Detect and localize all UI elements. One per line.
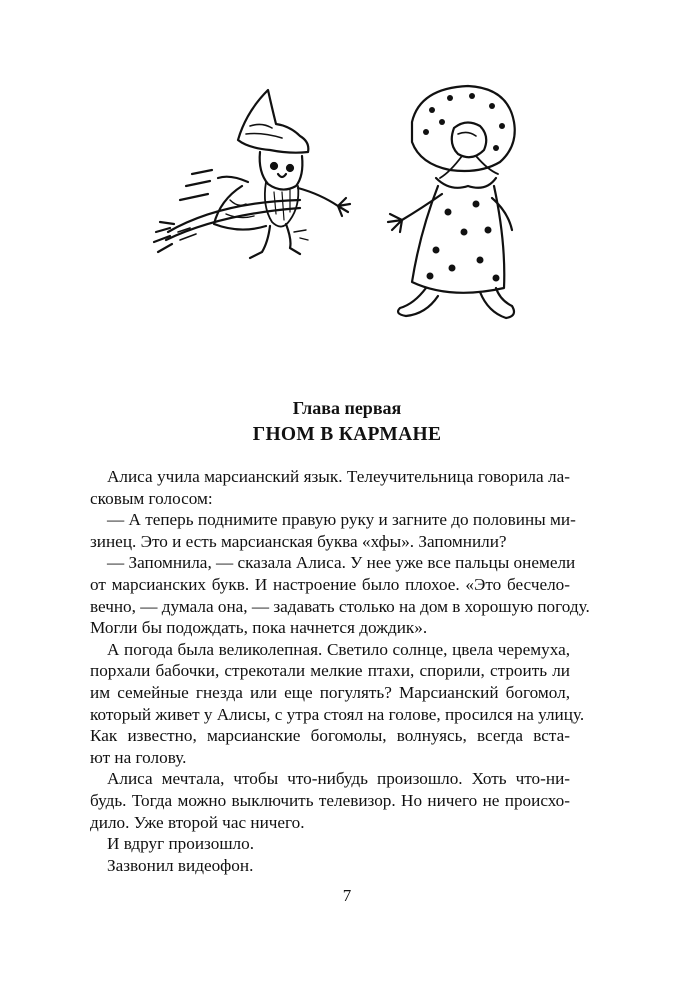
text-line: — А теперь поднимите правую руку и загните до половины ми- [107, 510, 576, 530]
body-text [90, 466, 590, 876]
text-line: Как известно, марсианские богомолы, волнуясь, всегда вста- [90, 726, 570, 746]
text-line: сковым голосом: [90, 488, 213, 508]
text-line: им семейные гнезда или еще погулять? Марсианский богомол, [90, 682, 570, 702]
text-line: ют на голову. [90, 747, 187, 767]
text-line: — Запомнила, — сказала Алиса. У нее уже все пальцы онемели [107, 553, 576, 573]
text-line: зинец. Это и есть марсианская буква «хфы». Запомнили? [90, 531, 507, 551]
chapter-illustration [150, 82, 550, 362]
text-line: И вдруг произошло. [107, 834, 255, 854]
text-line: Могли бы подождать, пока начнется дождик». [90, 618, 428, 638]
text-line: вечно, — думала она, — задавать столько на дом в хорошую погоду. [90, 596, 590, 616]
text-line: от марсианских букв. И настроение было плохое. «Это бесчело- [90, 574, 570, 594]
text-line: Алиса учила марсианский язык. Телеучительница говорила ла- [107, 467, 570, 486]
girl-in-sunhat-drawing [388, 86, 515, 318]
chapter-label: Глава первая [292, 398, 402, 418]
text-line: А погода была великолепная. Светило солнце, цвела черемуха, [107, 639, 570, 659]
page-number: 7 [342, 886, 352, 905]
chapter-title: ГНОМ В КАРМАНЕ [252, 424, 442, 445]
text-line: Алиса мечтала, чтобы что-нибудь произошло. Хоть что-ни- [107, 769, 570, 789]
text-line: будь. Тогда можно выключить телевизор. Но ничего не происхо- [90, 790, 570, 810]
gnome-on-broom-drawing [154, 90, 350, 258]
text-line: который живет у Алисы, с утра стоял на голове, просился на улицу. [90, 704, 585, 724]
text-line: дило. Уже второй час ничего. [90, 812, 305, 832]
text-line: порхали бабочки, стрекотали мелкие птахи, спорили, строить ли [90, 661, 570, 681]
text-line: Зазвонил видеофон. [107, 855, 254, 875]
